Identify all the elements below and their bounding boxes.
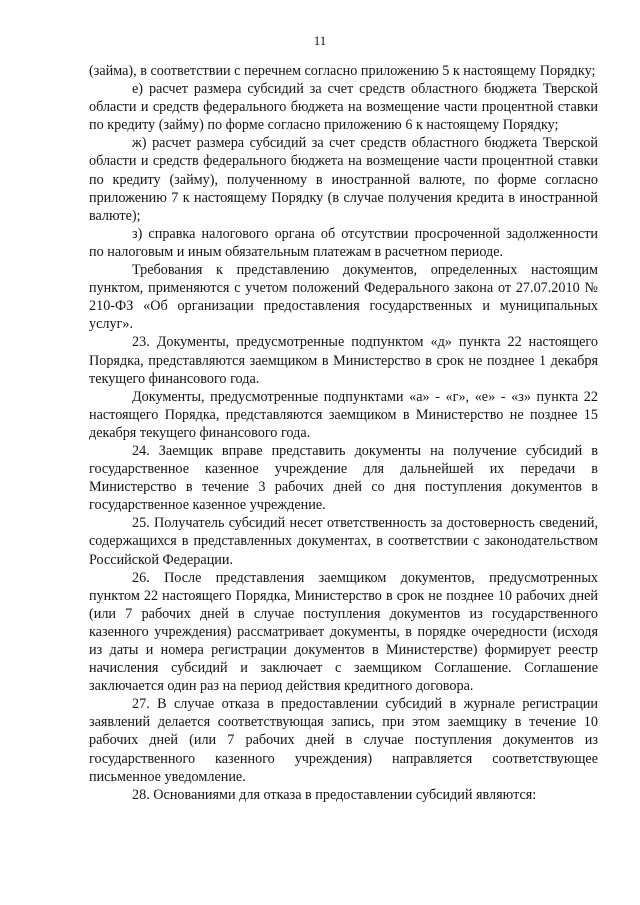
paragraph: 25. Получатель субсидий несет ответственность за достоверность сведений, содержащихся в представленных документах, в соответствии с законодательством Российской Федерации. [89, 515, 598, 568]
paragraph: 24. Заемщик вправе представить документы на получение субсидий в государственное казенное учреждение для дальнейшей их передачи в Министерство в течение 3 рабочих дней со дня поступления документов в государственное казенное учреждение. [89, 442, 598, 514]
paragraph: 26. После представления заемщиком документов, предусмотренных пунктом 22 настоящего Порядка, Министерство в срок не позднее 10 рабочих дней (или 7 рабочих дней в случае поступления документов из государственного казенного учреждения) рассматривает документы, в порядке очередности (исходя из даты и номера регистрации документов в Министерстве) формирует реестр начисления субсидий и заключает с заемщиком Соглашение. Соглашение заключается один раз на период действия кредитного договора. [89, 569, 598, 695]
paragraph: 27. В случае отказа в предоставлении субсидий в журнале регистрации заявлений делается соответствующая запись, при этом заемщику в течение 10 рабочих дней (или 7 рабочих дней в случае поступления документов из государственного казенного учреждения) направляется соответствующее письменное уведомление. [89, 696, 598, 785]
page-number: 11 [313, 33, 327, 48]
paragraph: ж) расчет размера субсидий за счет средств областного бюджета Тверской области и средств федерального бюджета на возмещение части процентной ставки по кредиту (займу), полученному в иностранной валюте, по форме согласно приложению 7 к настоящему Порядку (в случае получения кредита в иностранной валюте); [89, 135, 598, 224]
paragraph: Документы, предусмотренные подпунктами «а» - «г», «е» - «з» пункта 22 настоящего Порядка, представляются заемщиком в Министерство не позднее 15 декабря текущего финансового года. [89, 388, 598, 441]
paragraph: Требования к представлению документов, определенных настоящим пунктом, применяются с учетом положений Федерального закона от 27.07.2010 № 210-ФЗ «Об организации предоставления государственных и муниципальных услуг». [89, 262, 598, 333]
paragraph: (займа), в соответствии с перечнем согласно приложению 5 к настоящему Порядку; [89, 63, 596, 79]
paragraph: 23. Документы, предусмотренные подпунктом «д» пункта 22 настоящего Порядка, представляются заемщиком в Министерство в срок не позднее 1 декабря текущего финансового года. [89, 334, 598, 387]
paragraph: 28. Основаниями для отказа в предоставлении субсидий являются: [132, 786, 537, 803]
paragraph: з) справка налогового органа об отсутствии просроченной задолженности по налоговым и иным обязательным платежам в расчетном периоде. [89, 225, 598, 260]
paragraph: е) расчет размера субсидий за счет средств областного бюджета Тверской области и средств федерального бюджета на возмещение части процентной ставки по кредиту (займу) по форме согласно приложению 6 к настоящему Порядку; [89, 81, 598, 134]
document-body [89, 62, 598, 804]
